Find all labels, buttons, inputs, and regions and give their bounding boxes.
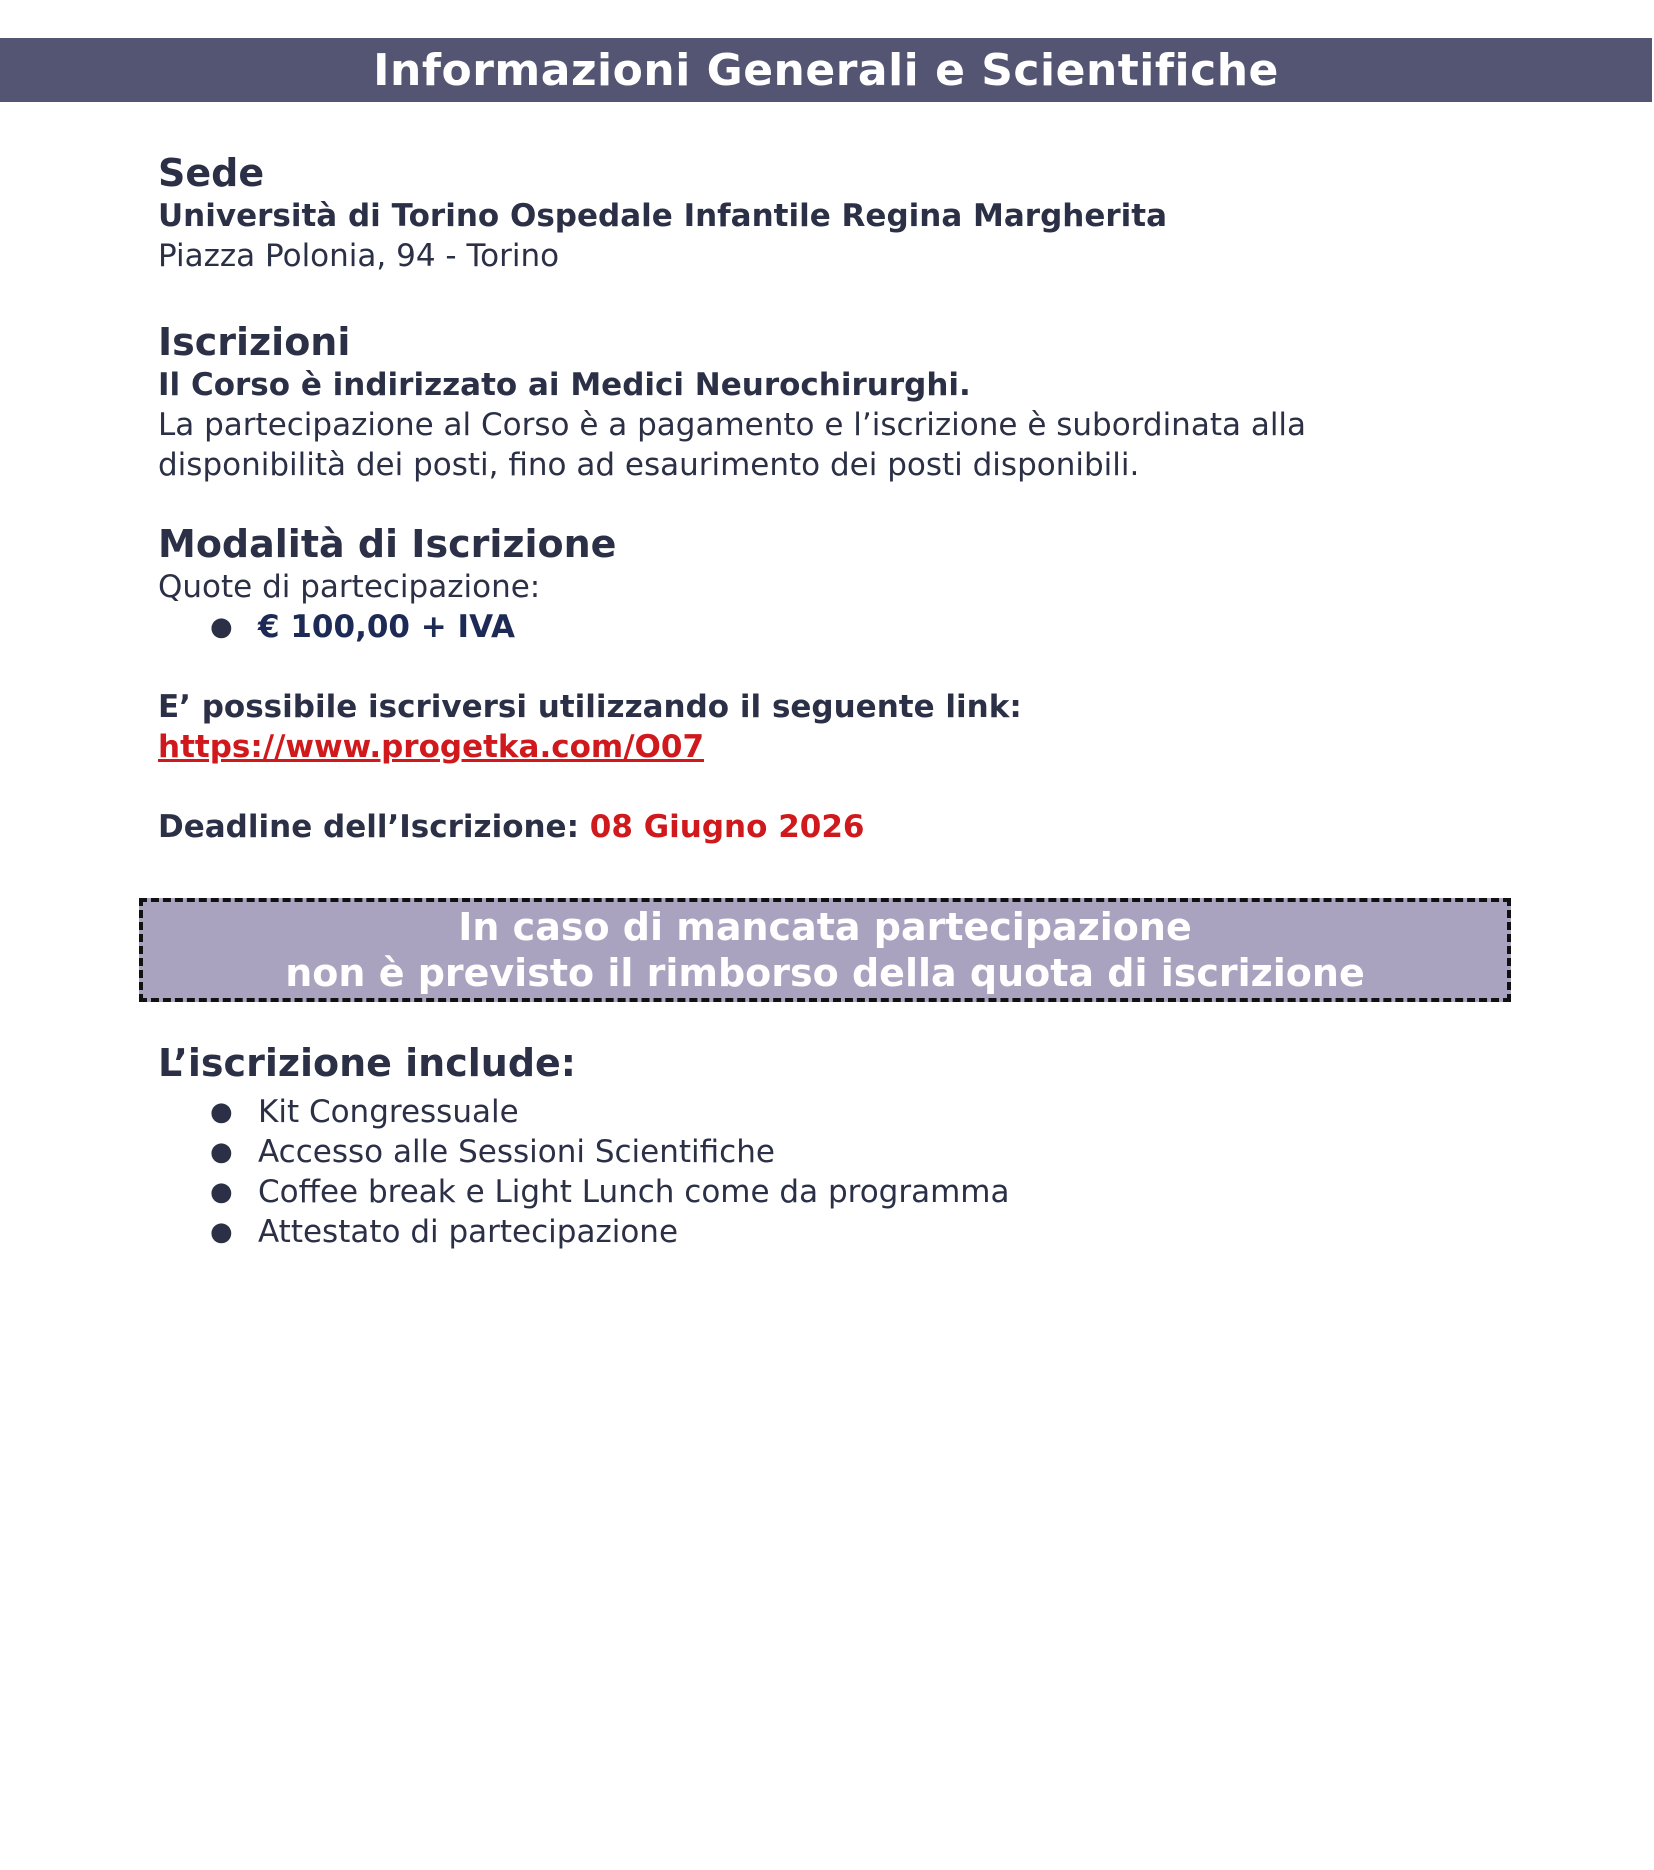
bullet-icon: ● (210, 612, 233, 642)
notice-line-1: In caso di mancata partecipazione (458, 905, 1192, 949)
includes-section (158, 1040, 1508, 1252)
notice-line-2: non è previsto il rimborso della quota di iscrizione (285, 951, 1365, 995)
refund-notice (139, 898, 1511, 1002)
fees-label: Quote di partecipazione: (158, 569, 541, 605)
deadline-label: Deadline dell’Iscrizione: (158, 809, 579, 845)
list-item (158, 1092, 1508, 1132)
bullet-icon: ● (210, 1137, 233, 1167)
sede-venue: Università di Torino Ospedale Infantile Regina Margherita (158, 198, 1168, 234)
bullet-icon: ● (210, 1097, 233, 1127)
deadline-date: 08 Giugno 2026 (589, 809, 865, 845)
deadline-line (158, 807, 1508, 847)
sede-title: Sede (158, 151, 265, 195)
link-intro: E’ possibile iscriversi utilizzando il seguente link: (158, 689, 1022, 725)
modalita-title: Modalità di Iscrizione (158, 522, 617, 566)
iscrizioni-audience: Il Corso è indirizzato ai Medici Neurochirurghi. (158, 367, 971, 403)
registration-link[interactable]: https://www.progetka.com/O07 (158, 729, 705, 765)
list-item (158, 1212, 1508, 1252)
header-bar (0, 38, 1652, 102)
sede-section (158, 150, 1508, 276)
page-title: Informazioni Generali e Scientifiche (373, 44, 1279, 96)
list-item (158, 1172, 1508, 1212)
iscrizioni-title: Iscrizioni (158, 320, 351, 364)
iscrizioni-text-line-1: La partecipazione al Corso è a pagamento e l’iscrizione è subordinata alla (158, 407, 1307, 443)
iscrizioni-text-line-2: disponibilità dei posti, fino ad esaurimento dei posti disponibili. (158, 447, 1140, 483)
fee-amount: € 100,00 + IVA (258, 609, 515, 645)
fee-item (158, 607, 1508, 647)
fees-list (158, 607, 1508, 647)
main-content (158, 150, 1508, 847)
include-item-label: Kit Congressuale (258, 1094, 519, 1130)
list-item (158, 1132, 1508, 1172)
includes-list (158, 1092, 1508, 1252)
include-item-label: Accesso alle Sessioni Scientifiche (258, 1134, 775, 1170)
iscrizioni-section (158, 319, 1508, 485)
include-item-label: Coffee break e Light Lunch come da programma (258, 1174, 1010, 1210)
bullet-icon: ● (210, 1177, 233, 1207)
include-item-label: Attestato di partecipazione (258, 1214, 679, 1250)
modalita-section (158, 521, 1508, 847)
includes-title: L’iscrizione include: (158, 1041, 576, 1085)
sede-address: Piazza Polonia, 94 - Torino (158, 238, 560, 274)
bullet-icon: ● (210, 1217, 233, 1247)
